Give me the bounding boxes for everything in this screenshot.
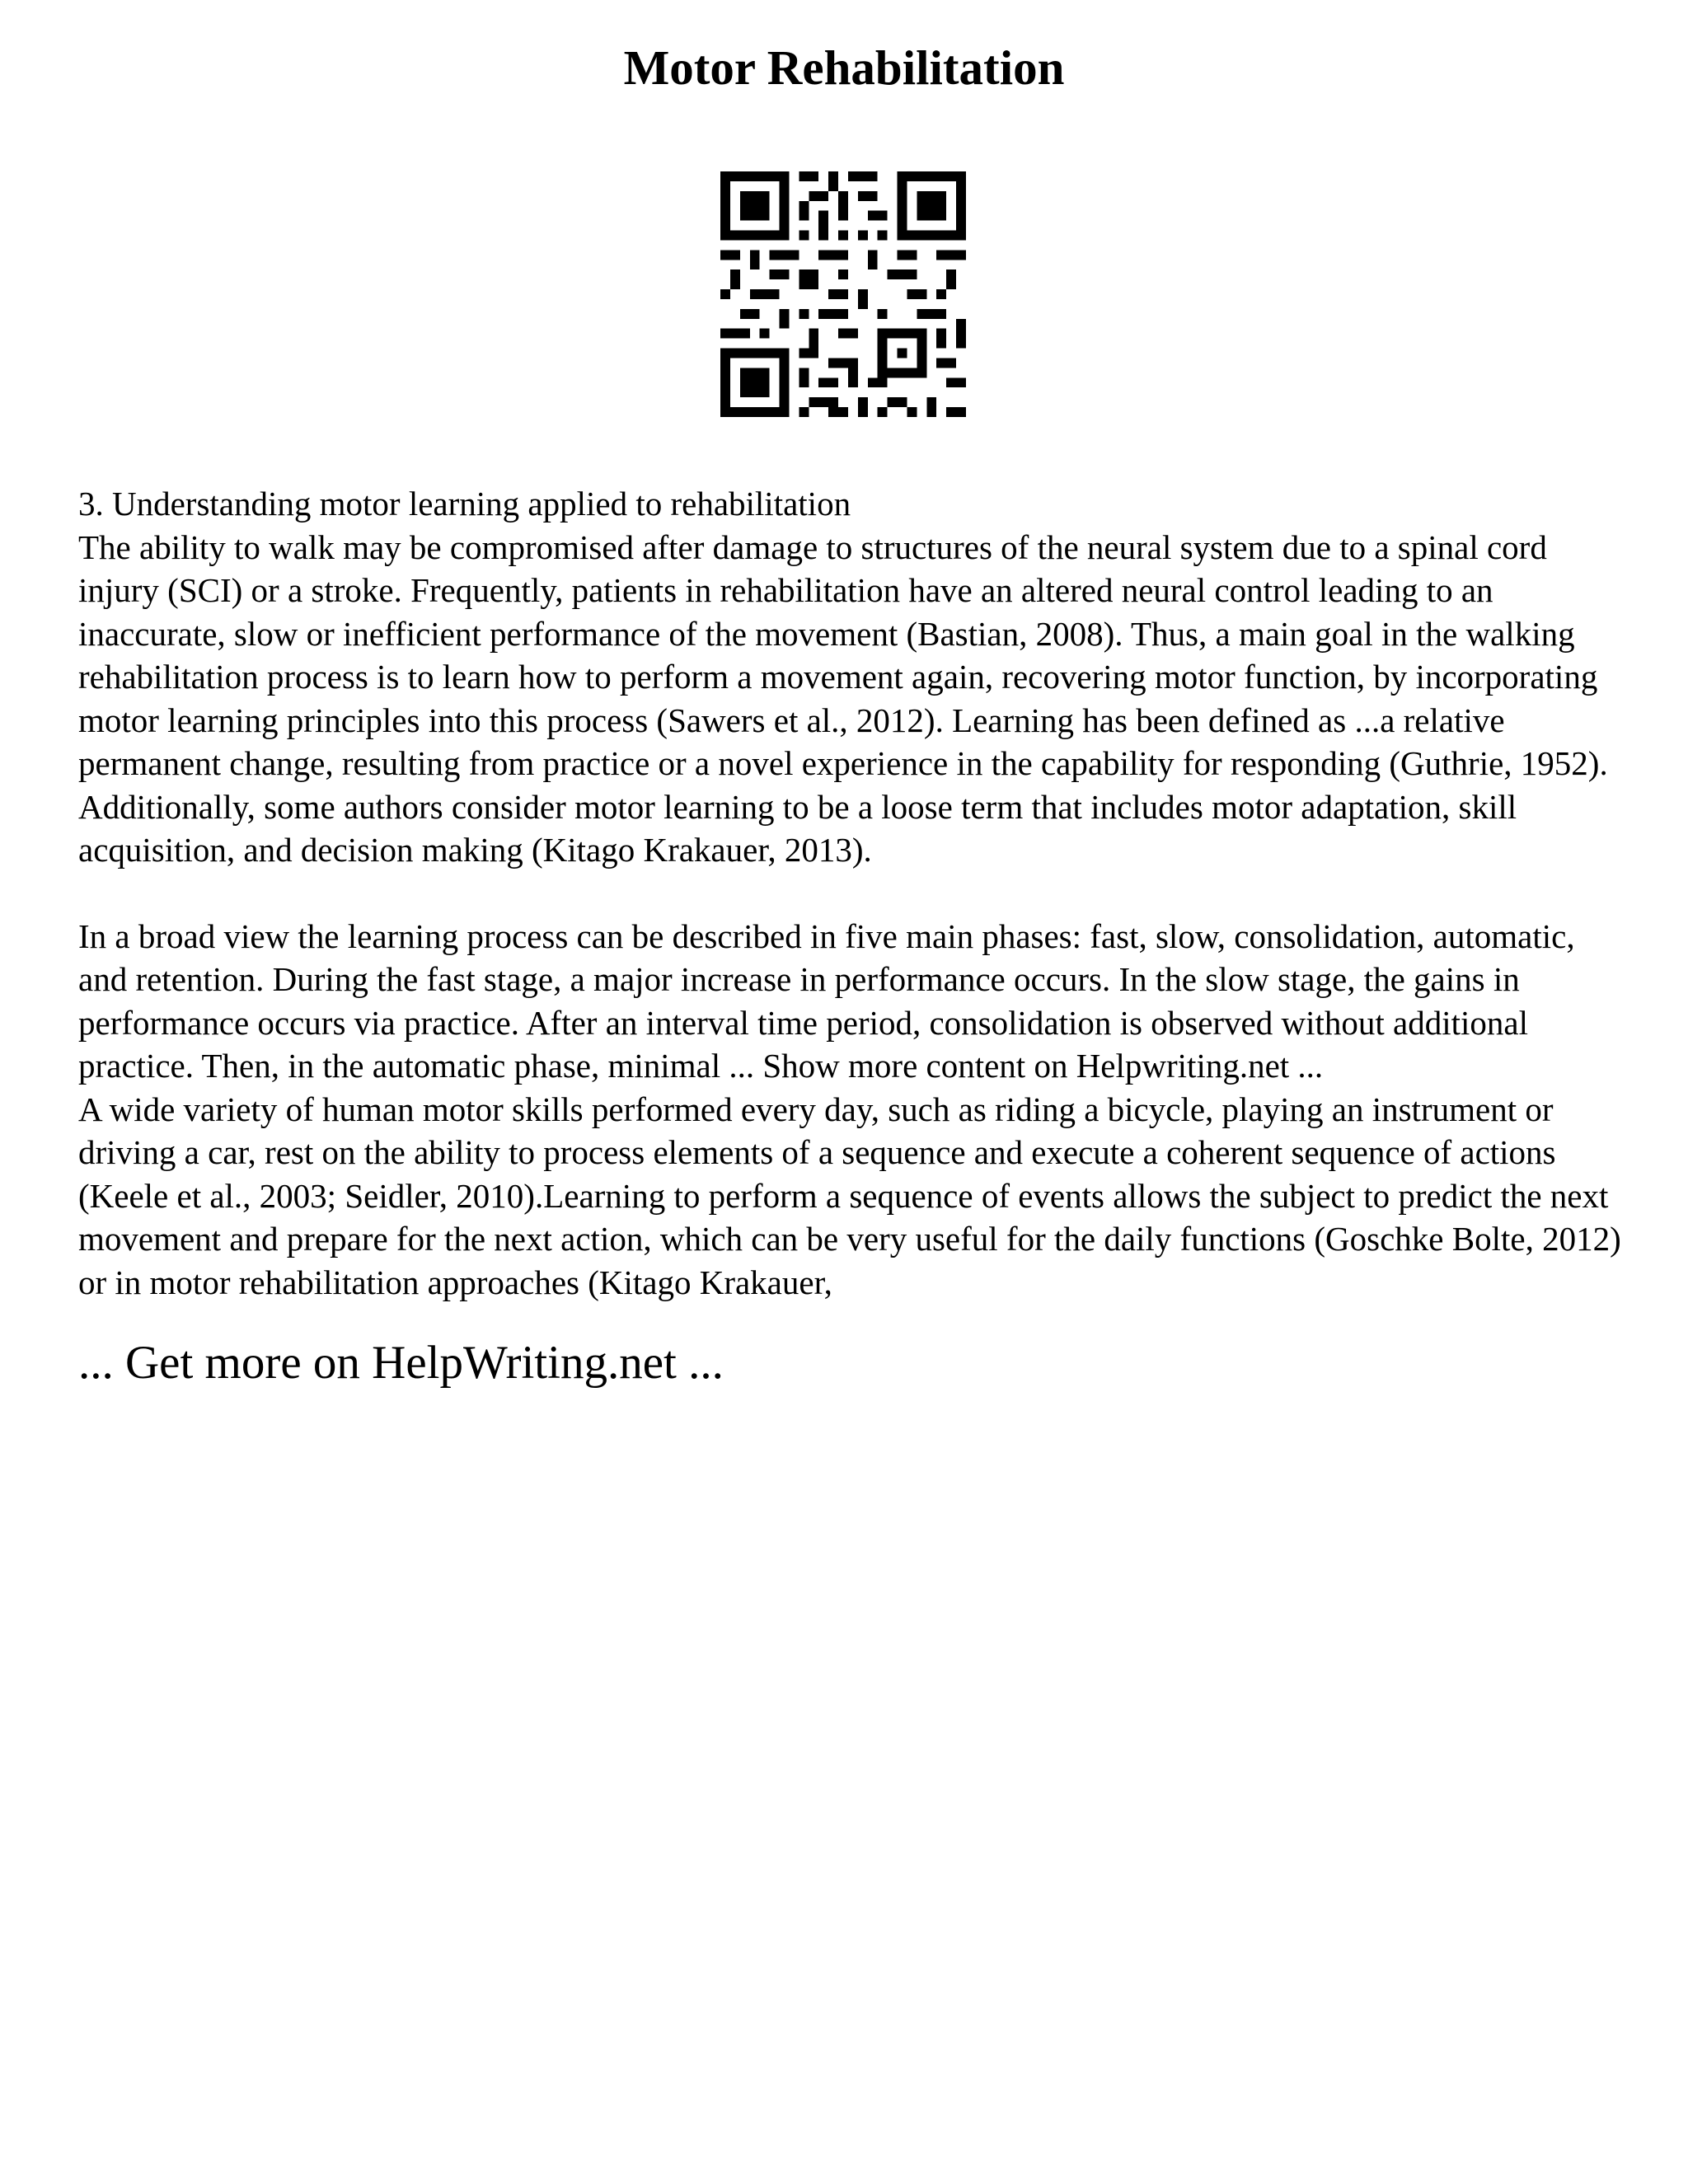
paragraph-2: In a broad view the learning process can be described in five main phases: fast, slow, consolidation, automatic, and retention. During the fast stage, a major increase in performance occurs. In the slow stage, the gains in performance occurs via practice. After an interval time period, consolidation is observed without additional practice. Then, in the automatic phase, minimal ... Show more content on Helpwriting.net ... bbox=[78, 916, 1575, 1085]
get-more-link[interactable]: ... Get more on HelpWriting.net ... bbox=[78, 1337, 724, 1389]
section-heading: 3. Understanding motor learning applied to rehabilitation bbox=[78, 485, 851, 523]
paragraph-spacer bbox=[78, 872, 1628, 915]
paragraph-3: A wide variety of human motor skills performed every day, such as riding a bicycle, playing an instrument or driving a car, rest on the ability to process elements of a sequence and execute a coherent sequence of actions (Keele et al., 2003; Seidler, 2010).Learning to perform a sequence of events allows the subject to predict the next movement and prepare for the next action, which can be very useful for the daily functions (Goschke Bolte, 2012) or in motor rehabilitation approaches (Kitago Krakauer, bbox=[78, 1090, 1621, 1301]
paragraph-1: The ability to walk may be compromised after damage to structures of the neural system due to a spinal cord injury (SCI) or a stroke. Frequently, patients in rehabilitation have an altered neural control leading to an inaccurate, slow or inefficient performance of the movement (Bastian, 2008). Thus, a main goal in the walking rehabilitation process is to learn how to perform a movement again, recovering motor function, by incorporating motor learning principles into this process (Sawers et al., 2012). Learning has been defined as ...a relative permanent change, resulting from practice or a novel experience in the capability for responding (Guthrie, 1952). Additionally, some authors consider motor learning to be a loose term that includes motor adaptation, skill acquisition, and decision making (Kitago Krakauer, 2013). bbox=[78, 527, 1608, 869]
document-body bbox=[78, 482, 1628, 1393]
qr-code-graphic bbox=[720, 171, 966, 417]
qr-code-icon bbox=[720, 171, 966, 417]
page-title: Motor Rehabilitation bbox=[623, 40, 1065, 95]
